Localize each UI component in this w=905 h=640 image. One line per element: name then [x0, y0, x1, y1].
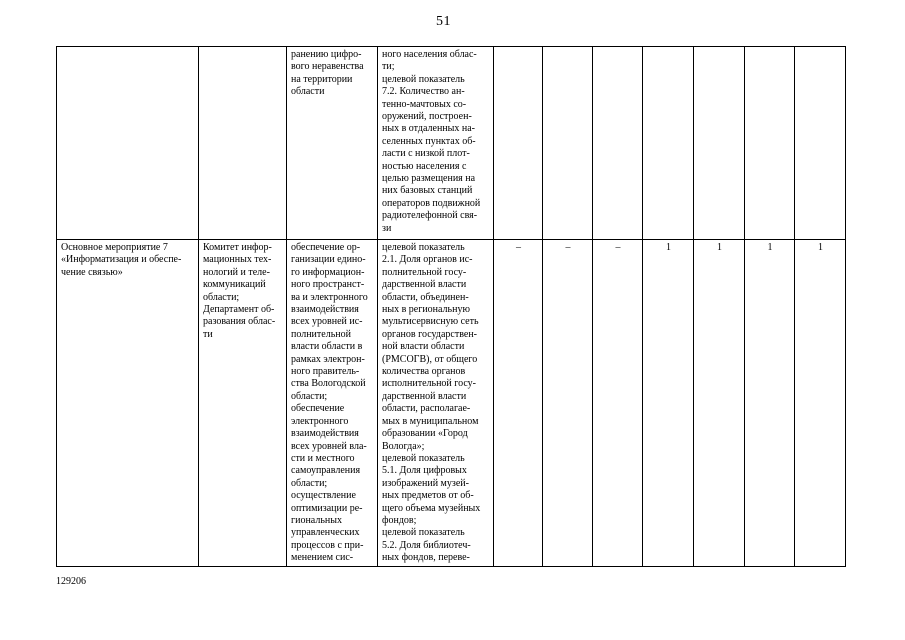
- event-cell: [57, 47, 199, 240]
- value-cell: [494, 47, 543, 240]
- value-cell: [593, 47, 643, 240]
- document-code: 129206: [56, 576, 86, 587]
- tasks-cell: обеспечение ор- ганизации едино- го информацион- ного пространст- ва и электронного взаимодействия всех уровней ис- полнительной власти области в рамках электрон- ного правитель- ства Вологодской области; обеспечение электронного взаимодействия всех уровней вла- сти и местного самоуправления области; осуществление оптимизации ре- гиональных управленческих процессов с при- менением сис-: [287, 240, 378, 567]
- value-cell: 1: [643, 240, 694, 567]
- value-cell: 1: [795, 240, 846, 567]
- executor-cell: Комитет инфор- мационных тех- нологий и теле- коммуникаций области; Департамент об- разования облас- ти: [199, 240, 287, 567]
- value-cell: [745, 47, 795, 240]
- tasks-cell: ранению цифро- вого неравенства на территории области: [287, 47, 378, 240]
- indicators-cell: ного населения облас- ти; целевой показатель 7.2. Количество ан- тенно-мачтовых со- оружений, построен- ных в отдаленных на- селенных пунктах об- ласти с низкой плот- ностью населения с целью размещения на них базовых станций операторов подвижной радиотелефонной свя- зи: [378, 47, 494, 240]
- value-cell: 1: [745, 240, 795, 567]
- value-cell: –: [543, 240, 593, 567]
- value-cell: –: [494, 240, 543, 567]
- value-cell: [643, 47, 694, 240]
- event-cell: Основное мероприятие 7 «Информатизация и обеспе- чение связью»: [57, 240, 199, 567]
- table-row: [57, 47, 846, 240]
- table-row: [57, 240, 846, 567]
- value-cell: [543, 47, 593, 240]
- page-number: 51: [436, 14, 451, 29]
- value-cell: [694, 47, 745, 240]
- value-cell: –: [593, 240, 643, 567]
- program-table: [56, 46, 846, 567]
- value-cell: [795, 47, 846, 240]
- value-cell: 1: [694, 240, 745, 567]
- indicators-cell: целевой показатель 2.1. Доля органов ис- полнительной госу- дарственной власти области, объединен- ных в региональную мультисервисную сеть органов государствен- ной власти области (РМСОГВ), от общего количества органов исполнительной госу- дарственной власти области, располагае- мых в муниципальном образовании «Город Вологда»; целевой показатель 5.1. Доля цифровых изображений музей- ных предметов от об- щего объема музейных фондов; целевой показатель 5.2. Доля библиотеч- ных фондов, переве-: [378, 240, 494, 567]
- executor-cell: [199, 47, 287, 240]
